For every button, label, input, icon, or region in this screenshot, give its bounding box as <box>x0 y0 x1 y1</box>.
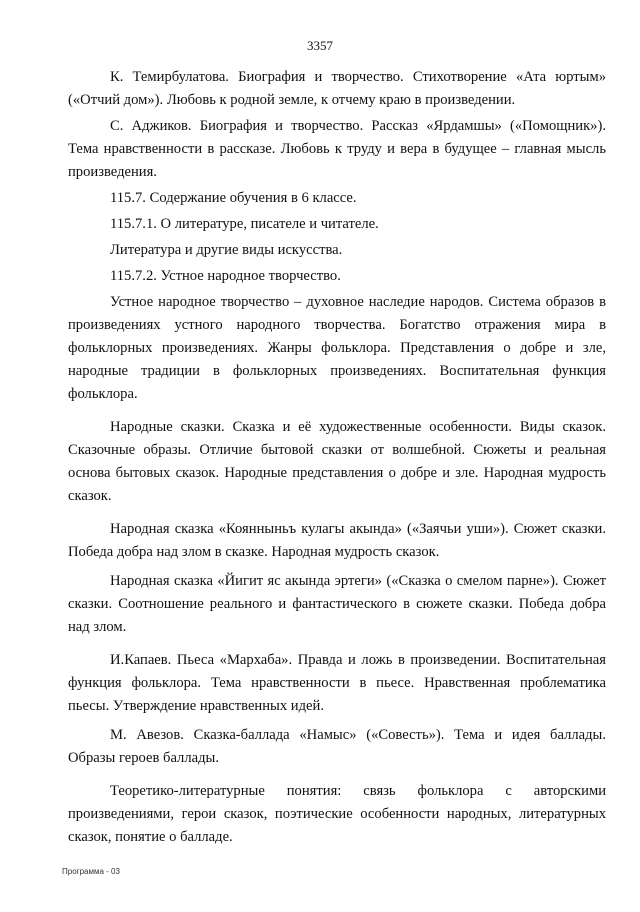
paragraph-folklore: Устное народное творчество – духовное наследие народов. Система образов в произведениях устного народного творчества. Богатство отражения мира в фольклорных произведениях. Жанры фольклора. Представления о добре и зле, народные традиции в фольклорных произведениях. Воспитательная функция фольклора. <box>68 294 606 402</box>
document-body <box>68 66 606 849</box>
paragraph-theory: Теоретико-литературные понятия: связь фольклора с авторскими произведениями, герои сказок, поэтические особенности народных, литературных сказок, понятие о балладе. <box>68 783 606 845</box>
paragraph-folk-tales: Народные сказки. Сказка и её художественные особенности. Виды сказок. Сказочные образы. Отличие бытовой сказки от волшебной. Сюжеты и реальная основа бытовых сказок. Народные представления о добре и зле. Народная мудрость сказок. <box>68 419 606 504</box>
paragraph-brave-lad: Народная сказка «Йигит яс акында эртеги» («Сказка о смелом парне»). Сюжет сказки. Соотношение реального и фантастического в сюжете сказки. Победа добра над злом. <box>68 573 606 635</box>
section-heading-6-class: 115.7. Содержание обучения в 6 классе. <box>110 190 357 206</box>
footer-label: Программа - 03 <box>62 867 120 876</box>
page-number: 3357 <box>307 38 333 53</box>
paragraph-adzhikov: С. Аджиков. Биография и творчество. Рассказ «Ярдамшы» («Помощник»). Тема нравственности в рассказе. Любовь к труду и вера в будущее – главная мысль произведения. <box>68 118 606 180</box>
paragraph-kapaev: И.Капаев. Пьеса «Мархаба». Правда и ложь в произведении. Воспитательная функция фольклора. Тема нравственности в пьесе. Нравственная проблематика пьесы. Утверждение нравственных идей. <box>68 652 606 714</box>
subsection-heading-literature: 115.7.1. О литературе, писателе и читателе. <box>110 216 379 232</box>
paragraph-temirbulatova: К. Темирбулатова. Биография и творчество. Стихотворение «Ата юртым» («Отчий дом»). Любовь к родной земле, к отчему краю в произведении. <box>68 69 606 108</box>
paragraph-hare-ears: Народная сказка «Коянныньъ кулагы акында» («Заячьи уши»). Сюжет сказки. Победа добра над злом в сказке. Народная мудрость сказок. <box>68 521 606 560</box>
paragraph-literature-arts: Литература и другие виды искусства. <box>110 242 343 258</box>
paragraph-avezov: М. Авезов. Сказка-баллада «Намыс» («Совесть»). Тема и идея баллады. Образы героев баллады. <box>68 727 606 766</box>
subsection-heading-folklore: 115.7.2. Устное народное творчество. <box>110 268 341 284</box>
